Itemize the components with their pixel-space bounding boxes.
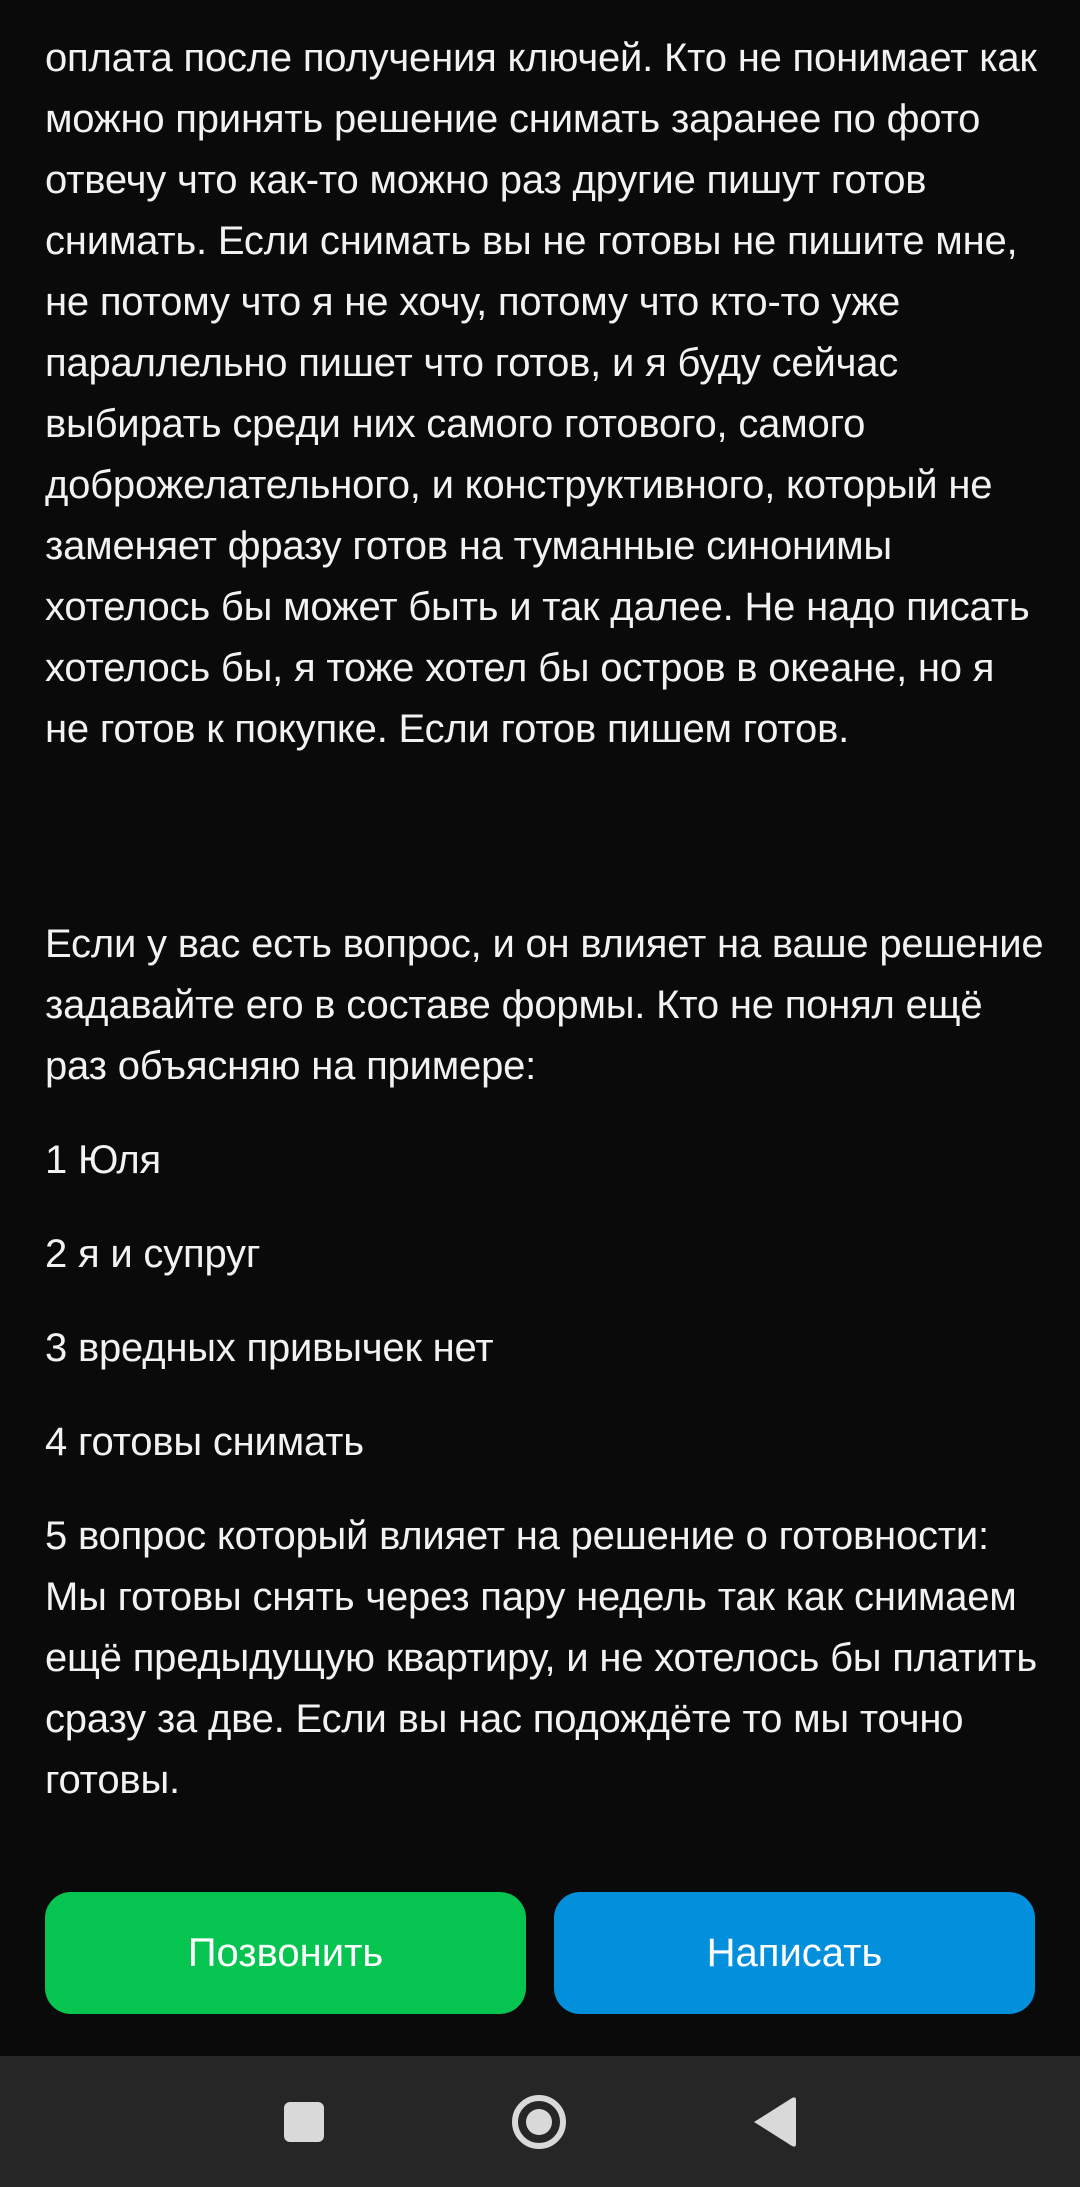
home-button[interactable] [495, 2078, 583, 2166]
example-item: 5 вопрос который влияет на решение о готовности: Мы готовы снять через пару недель так как снимаем ещё предыдущую квартиру, и не хотелось бы платить сразу за две. Если вы нас подождёте то мы точно готовы. [45, 1514, 1038, 1802]
description-paragraph: оплата после получения ключей. Кто не понимает как можно принять решение снимать заранее по фото отвечу что как-то можно раз другие пишут готов снимать. Если снимать вы не готовы не пишите мне, не потому что я не хочу, потому что кто-то уже параллельно пишет что готов, и я буду сейчас выбирать среди них самого готового, самого доброжелательного, и конструктивного, который не заменяет фразу готов на туманные синонимы хотелось бы может быть и так далее. Не надо писать хотелось бы, я тоже хотел бы остров в океане, но я не готов к покупке. Если готов пишем готов. [45, 36, 1037, 751]
example-item: 2 я и супруг [45, 1232, 261, 1276]
triangle-back-icon [730, 2078, 818, 2166]
back-button[interactable] [730, 2078, 818, 2166]
description-paragraph: Если у вас есть вопрос, и он влияет на ваше решение задавайте его в составе формы. Кто не понял ещё раз объясняю на примере: [45, 922, 1044, 1088]
circle-icon [495, 2078, 583, 2166]
example-item: 3 вредных привычек нет [45, 1326, 494, 1370]
square-icon [260, 2078, 348, 2166]
system-navigation-bar [0, 2056, 1080, 2187]
call-button[interactable]: Позвонить [45, 1892, 526, 2014]
example-item: 1 Юля [45, 1138, 161, 1182]
example-item: 4 готовы снимать [45, 1420, 364, 1464]
contact-actions-bar [0, 1862, 1080, 2056]
write-message-button[interactable]: Написать [554, 1892, 1035, 2014]
recents-button[interactable] [260, 2078, 348, 2166]
